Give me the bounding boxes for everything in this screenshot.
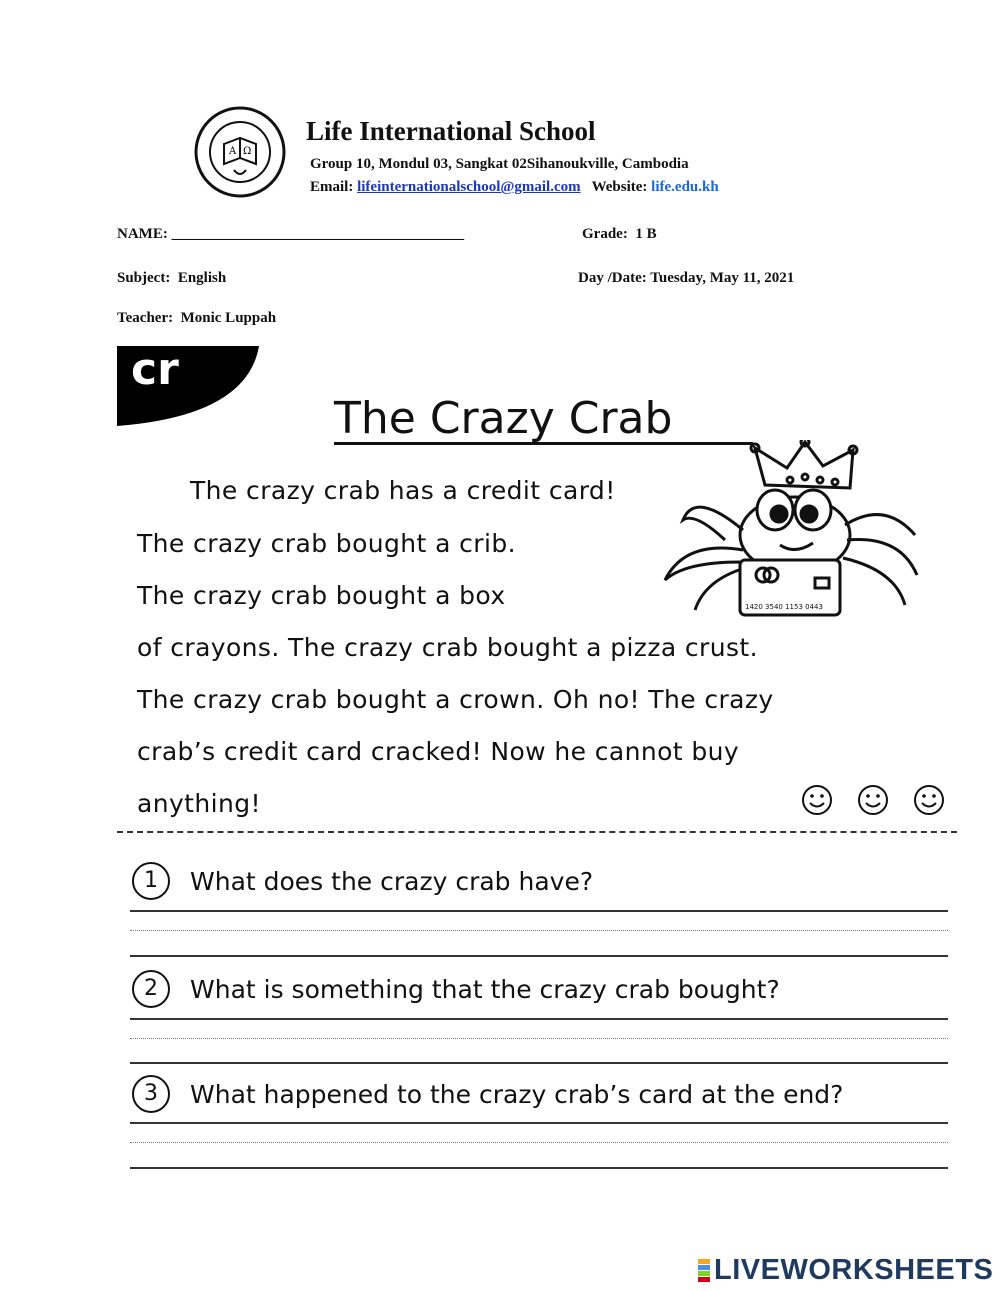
teacher-field bbox=[117, 310, 276, 327]
phonics-tag bbox=[117, 346, 259, 426]
brand-text: LIVEWORKSHEETS bbox=[714, 1254, 994, 1286]
website-label: Website: bbox=[591, 179, 648, 195]
story-line: of crayons. The crazy crab bought a pizza crust. bbox=[137, 633, 758, 662]
school-address: Group 10, Mondul 03, Sangkat 02Sihanoukville, Cambodia bbox=[310, 156, 689, 172]
story-line: anything! bbox=[137, 789, 261, 818]
story-line: The crazy crab bought a crib. bbox=[137, 529, 516, 558]
email-link[interactable]: lifeinternationalschool@gmail.com bbox=[357, 179, 581, 195]
brand-icon-bar bbox=[698, 1265, 710, 1270]
answer-line[interactable] bbox=[130, 955, 948, 957]
story-line: The crazy crab bought a crown. Oh no! The crazy bbox=[137, 685, 774, 714]
footer-brand bbox=[698, 1254, 993, 1287]
date-field bbox=[578, 270, 794, 287]
card-number: 1420 3540 1153 0443 bbox=[745, 603, 823, 611]
date-value: Tuesday, May 11, 2021 bbox=[650, 270, 795, 286]
teacher-label: Teacher: bbox=[117, 310, 174, 326]
brand-icon-bar bbox=[698, 1259, 710, 1264]
grade-value: 1 B bbox=[635, 226, 657, 242]
story-title-text: The Crazy Crab bbox=[334, 393, 673, 444]
story-line: The crazy crab has a credit card! bbox=[190, 476, 616, 505]
question-2 bbox=[132, 970, 780, 1008]
email-label: Email: bbox=[310, 179, 354, 195]
answer-line[interactable] bbox=[130, 1167, 948, 1169]
dashed-separator bbox=[117, 831, 957, 833]
question-number: 3 bbox=[132, 1075, 170, 1113]
question-number: 2 bbox=[132, 970, 170, 1008]
smiley-icon[interactable] bbox=[912, 783, 946, 817]
answer-line[interactable] bbox=[130, 910, 948, 912]
answer-guide bbox=[130, 1142, 948, 1143]
smiley-icon[interactable] bbox=[856, 783, 890, 817]
phonics-tag-text: cr bbox=[131, 344, 179, 395]
question-text: What does the crazy crab have? bbox=[190, 866, 594, 896]
brand-icon-bar bbox=[698, 1277, 710, 1282]
name-field bbox=[117, 226, 464, 243]
question-text: What happened to the crazy crab’s card at the end? bbox=[190, 1079, 844, 1109]
school-name: Life International School bbox=[306, 116, 596, 146]
story-line: The crazy crab bought a box bbox=[137, 581, 506, 610]
smiley-icon[interactable] bbox=[800, 783, 834, 817]
crab-illustration bbox=[655, 440, 925, 620]
story-title bbox=[334, 393, 753, 445]
story-line: crab’s credit card cracked! Now he cannot buy bbox=[137, 737, 740, 766]
subject-field bbox=[117, 270, 226, 287]
website-link[interactable]: life.edu.kh bbox=[651, 179, 719, 195]
grade-field bbox=[582, 226, 657, 243]
name-blank[interactable]: _______________________________________ bbox=[171, 226, 465, 242]
teacher-value: Monic Luppah bbox=[180, 310, 277, 326]
answer-line[interactable] bbox=[130, 1122, 948, 1124]
answer-guide bbox=[130, 1038, 948, 1039]
answer-line[interactable] bbox=[130, 1018, 948, 1020]
question-number: 1 bbox=[132, 862, 170, 900]
svg-text:Ω: Ω bbox=[243, 146, 252, 157]
answer-line[interactable] bbox=[130, 1062, 948, 1064]
smiley-rating bbox=[800, 783, 960, 817]
grade-label: Grade: bbox=[582, 226, 628, 242]
question-1 bbox=[132, 862, 593, 900]
svg-text:A: A bbox=[229, 146, 237, 157]
date-label: Day /Date: bbox=[578, 270, 647, 286]
subject-value: English bbox=[177, 270, 227, 286]
name-label: NAME: bbox=[117, 226, 168, 242]
answer-guide bbox=[130, 930, 948, 931]
school-logo bbox=[194, 104, 286, 200]
question-3 bbox=[132, 1075, 843, 1113]
subject-label: Subject: bbox=[117, 270, 171, 286]
liveworksheets-icon bbox=[698, 1259, 710, 1283]
school-contact bbox=[310, 179, 719, 196]
question-text: What is something that the crazy crab bought? bbox=[190, 974, 780, 1004]
brand-icon-bar bbox=[698, 1271, 710, 1276]
